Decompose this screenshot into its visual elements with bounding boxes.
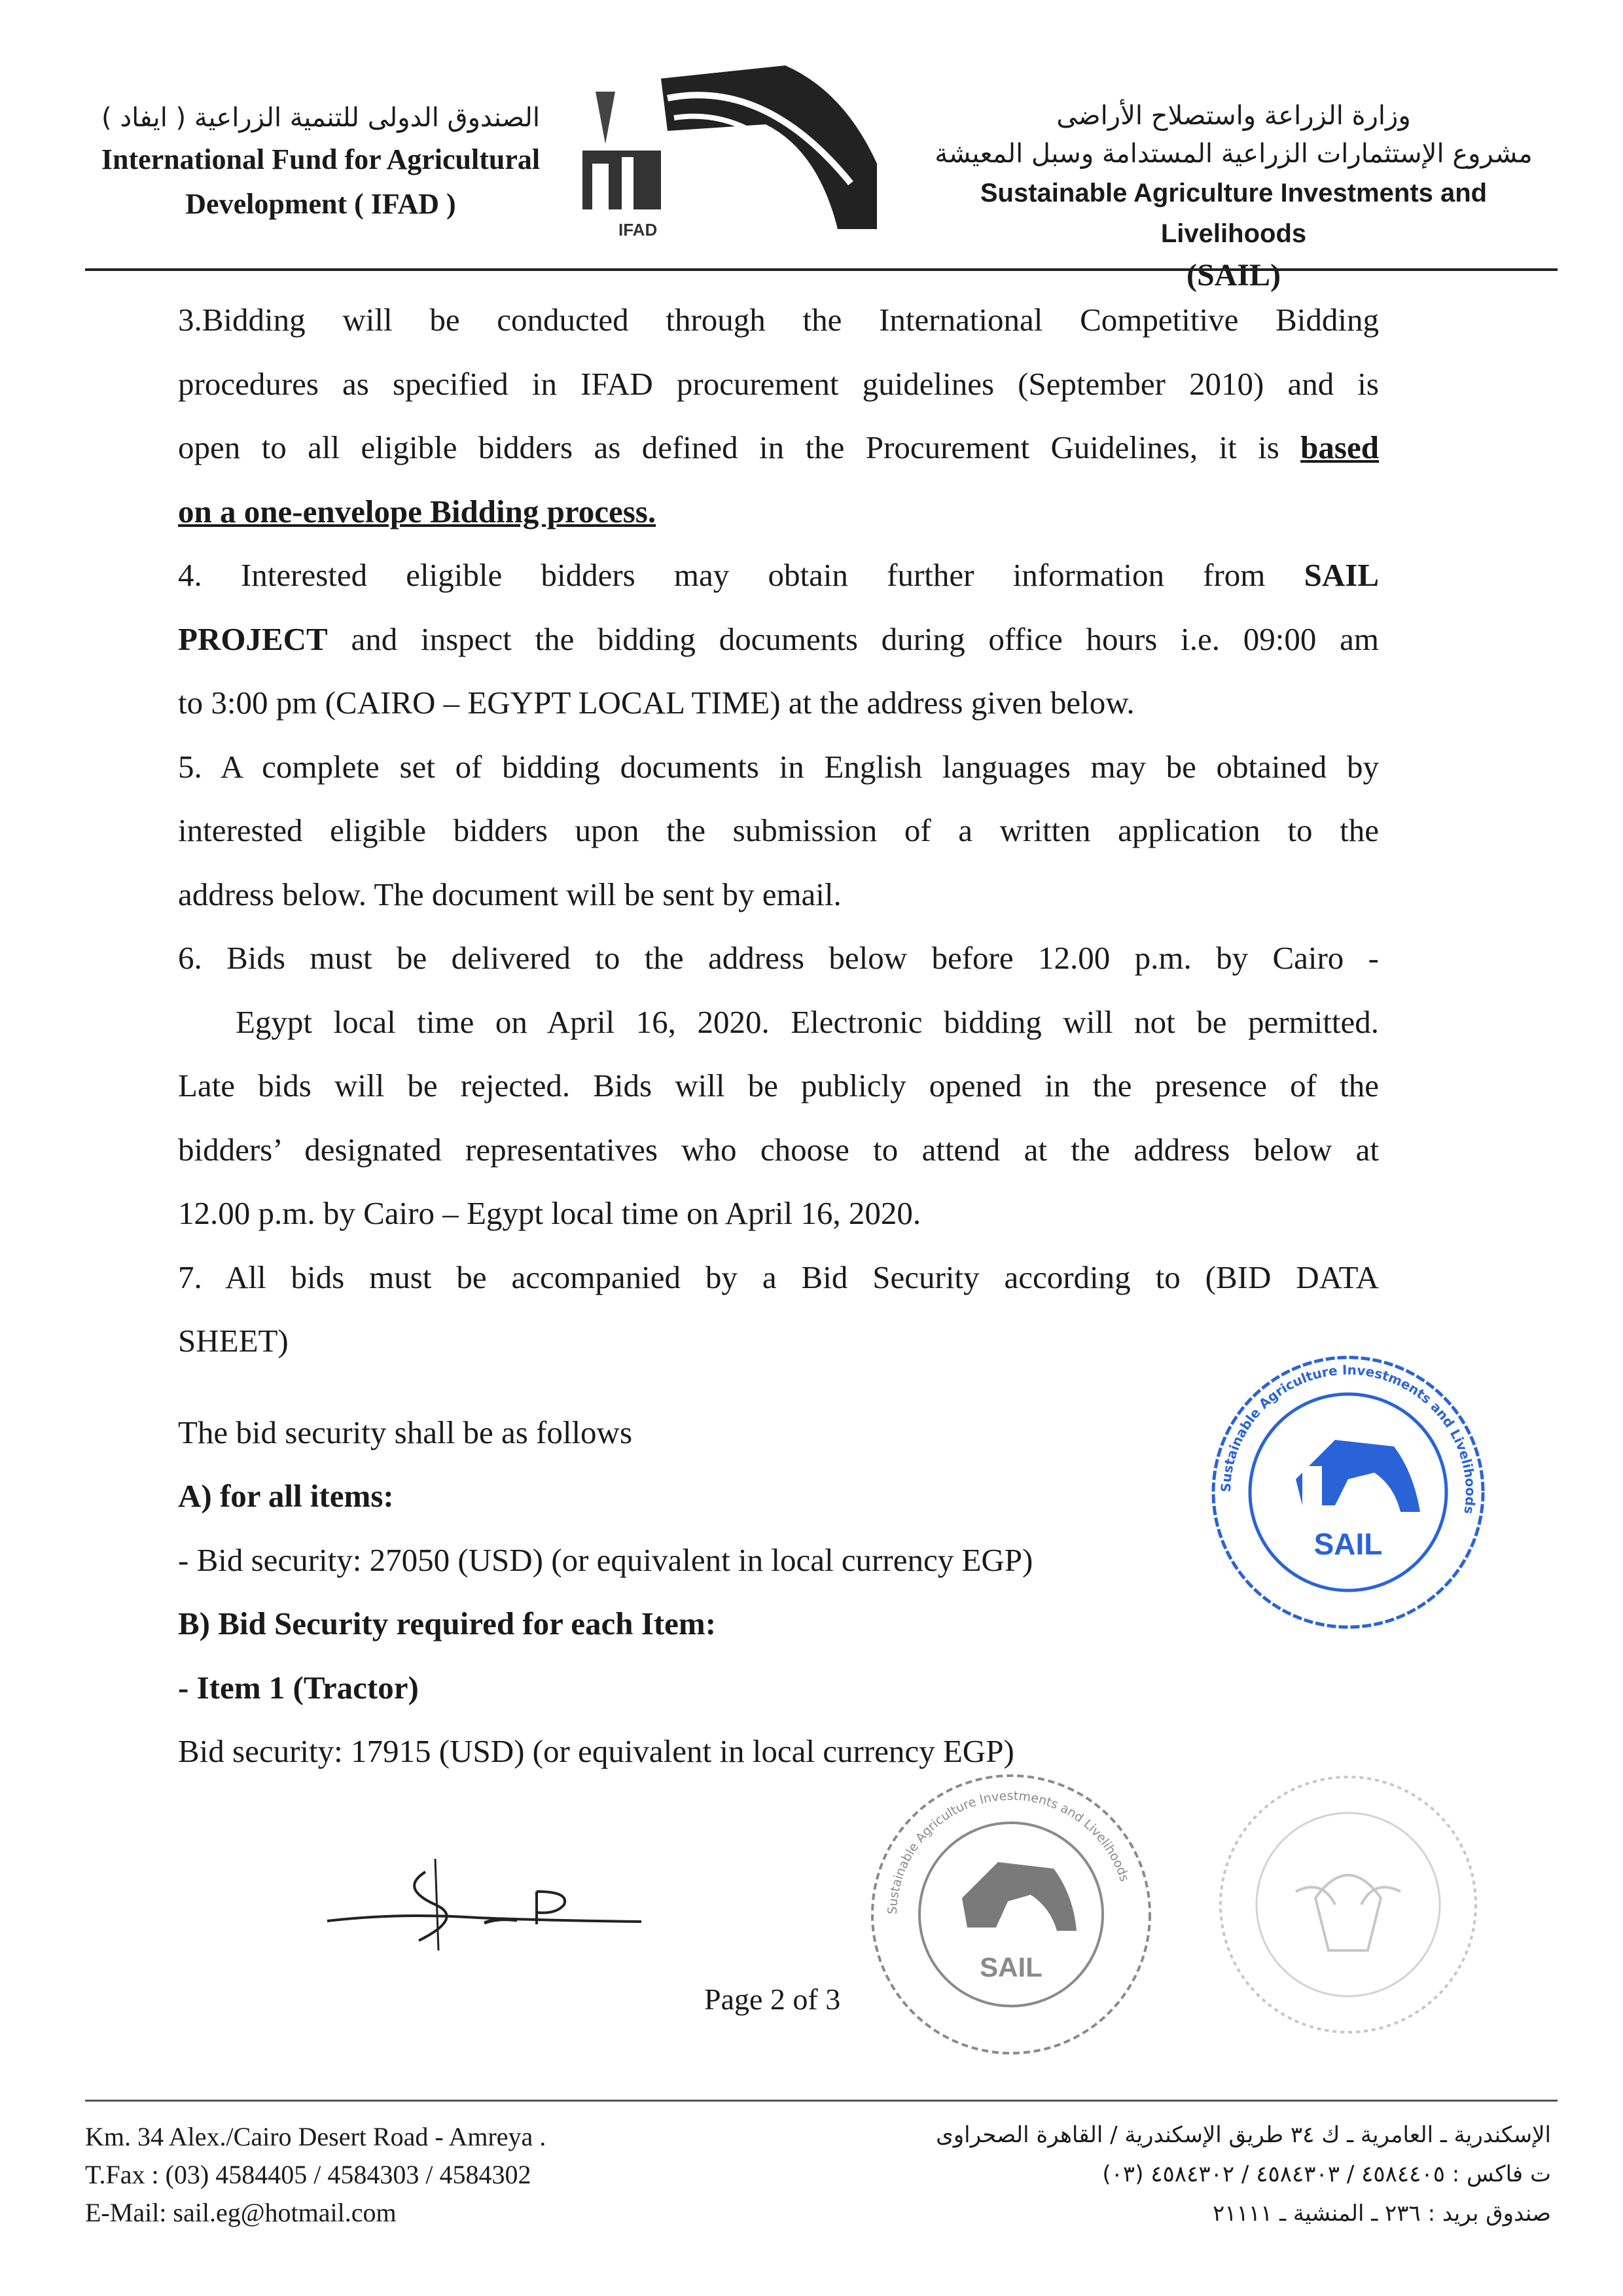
para5-line1: 5. A complete set of bidding documents in English languages may be obtained by: [178, 748, 1379, 785]
gray-stamp-sail-label: SAIL: [980, 1952, 1043, 1982]
ifad-english-name-line1: International Fund for Agricultural: [101, 143, 541, 175]
project-arabic-name: مشروع الإستثمارات الزراعية المستدامة وسبل المعيشة: [935, 139, 1533, 169]
ifad-arabic-name: الصندوق الدولى للتنمية الزراعية ( ايفاد ): [101, 103, 540, 133]
section-b-heading-text: B) Bid Security required for each Item:: [178, 1605, 717, 1641]
para6-line5: 12.00 p.m. by Cairo – Egypt local time on April 16, 2020.: [178, 1195, 921, 1231]
section-a-value: - Bid security: 27050 (USD) (or equivalent in local currency EGP): [178, 1541, 1033, 1578]
page-number: Page 2 of 3: [704, 1982, 841, 2016]
para7-line1: 7. All bids must be accompanied by a Bid Security according to (BID DATA: [178, 1259, 1379, 1295]
para6-line4: bidders’ designated representatives who choose to attend at the address below at: [178, 1131, 1379, 1168]
para6-line1: 6. Bids must be delivered to the address below before 12.00 p.m. by Cairo -: [178, 940, 1379, 976]
para3-line3-text: open to all eligible bidders as defined in the Procurement Guidelines, it is: [178, 429, 1301, 465]
para3-line2: procedures as specified in IFAD procurement guidelines (September 2010) and is: [178, 365, 1379, 402]
footer-arabic: [805, 2115, 1551, 2233]
bid-security-intro: The bid security shall be as follows: [178, 1414, 633, 1450]
para5-line2: interested eligible bidders upon the submission of a written application to the: [178, 812, 1379, 848]
blue-stamp-sail-label: SAIL: [1313, 1527, 1383, 1561]
para7-line2: SHEET): [178, 1323, 289, 1359]
footer-english: [85, 2118, 546, 2232]
footer-email: E-Mail: sail.eg@hotmail.com: [85, 2198, 397, 2227]
ifad-english-name-line2: Development ( IFAD ): [185, 188, 456, 220]
item1-heading: [178, 1656, 1379, 1720]
para4-line1: [178, 543, 1379, 607]
item1-heading-text: - Item 1 (Tractor): [178, 1669, 419, 1706]
header-divider: [85, 268, 1558, 271]
svg-text:Sustainable Agriculture Invest: [1218, 1362, 1478, 1515]
section-a-heading: [178, 1464, 1379, 1528]
sail-blue-stamp: [1204, 1348, 1492, 1636]
footer-phone: T.Fax : (03) 4584405 / 4584303 / 4584302: [85, 2160, 531, 2189]
para4-sail-bold: SAIL: [1304, 557, 1379, 593]
ministry-arabic-name: وزارة الزراعة واستصلاح الأراضى: [1056, 101, 1411, 131]
header-left: [85, 98, 556, 226]
para4-line2: [178, 607, 1379, 672]
ministry-faint-stamp: [1211, 1767, 1486, 2042]
para5-line3: address below. The document will be sent by email.: [178, 876, 842, 912]
para6-line3: Late bids will be rejected. Bids will be publicly opened in the presence of the: [178, 1067, 1379, 1103]
footer-phone-ar: ت فاكس : ٤٥٨٤٤٠٥ / ٤٥٨٤٣٠٣ / ٤٥٨٤٣٠٢ (٠٣): [1102, 2161, 1551, 2187]
para3-emphasis-process: on a one-envelope Bidding process.: [178, 493, 656, 529]
footer-address: Km. 34 Alex./Cairo Desert Road - Amreya .: [85, 2122, 546, 2151]
section-a-heading-text: A) for all items:: [178, 1478, 394, 1514]
para3-line1: 3.Bidding will be conducted through the International Competitive Bidding: [178, 302, 1379, 338]
logo-ifad-label: IFAD: [618, 220, 658, 240]
para3-line4: [178, 480, 1379, 544]
section-b-heading: [178, 1592, 1379, 1656]
sail-ifad-logo: [569, 52, 897, 249]
para3-line3: [178, 416, 1379, 480]
para4-project-bold: PROJECT: [178, 620, 328, 657]
document-body: [178, 288, 1379, 1784]
para6-line2: Egypt local time on April 16, 2020. Electronic bidding will not be permitted.: [236, 1003, 1379, 1040]
gray-stamp-ring-text: Sustainable Agriculture Investments and Livelihoods: [885, 1788, 1132, 1915]
blue-stamp-ring-text: Sustainable Agriculture Investments and Livelihoods: [1217, 1361, 1479, 1515]
project-acronym: (SAIL): [1186, 258, 1281, 293]
footer-address-ar: الإسكندرية ـ العامرية ـ ك ٣٤ طريق الإسكندرية / القاهرة الصحراوى: [936, 2122, 1551, 2148]
footer-divider: [85, 2100, 1558, 2102]
para3-emphasis-based: based: [1300, 429, 1379, 465]
footer-pobox-ar: صندوق بريد : ٢٣٦ ـ المنشية ـ ٢١١١١: [1213, 2200, 1551, 2227]
sail-gray-stamp: [857, 1767, 1165, 2062]
handwritten-signature: [321, 1852, 661, 1957]
para4-line2-text: and inspect the bidding documents during office hours i.e. 09:00 am: [327, 620, 1379, 657]
item1-value: Bid security: 17915 (USD) (or equivalent in local currency EGP): [178, 1733, 1014, 1769]
project-english-name: Sustainable Agriculture Investments and Livelihoods: [980, 179, 1488, 248]
header-right: [910, 97, 1558, 297]
para4-line3: to 3:00 pm (CAIRO – EGYPT LOCAL TIME) at the address given below.: [178, 685, 1135, 721]
para4-line1-text: 4. Interested eligible bidders may obtain further information from: [178, 557, 1304, 593]
